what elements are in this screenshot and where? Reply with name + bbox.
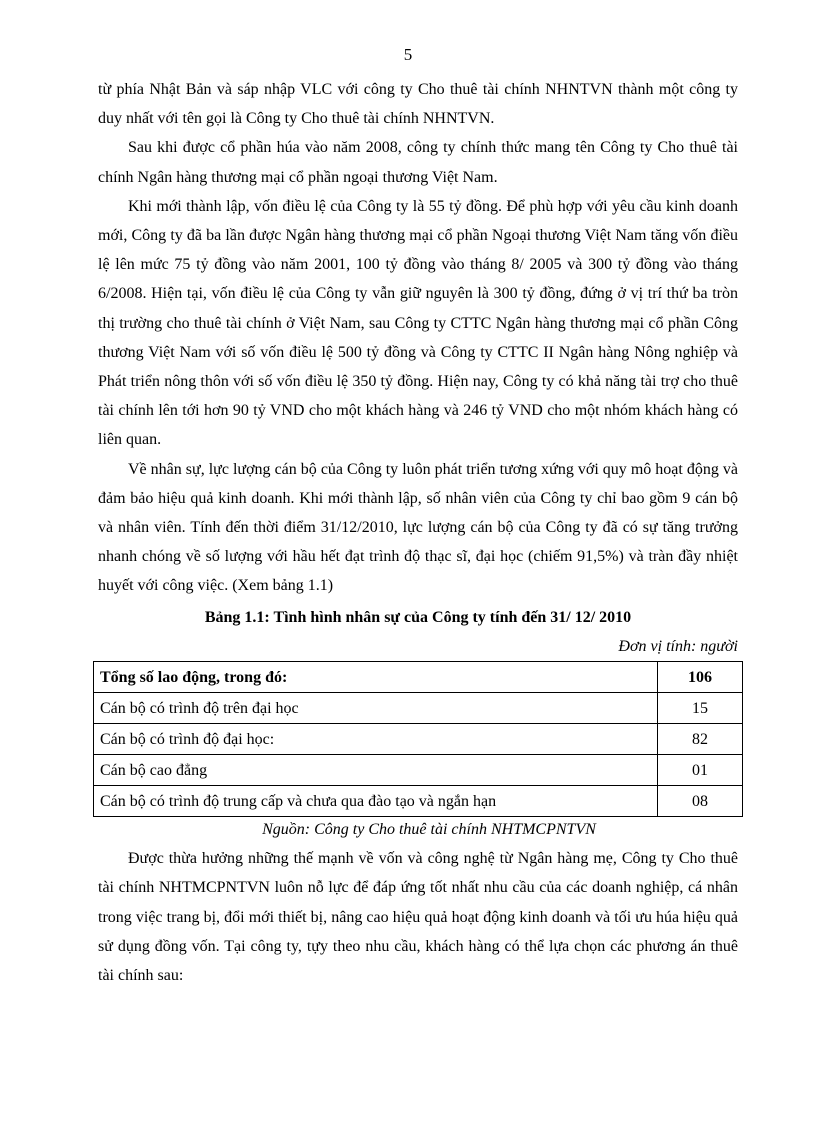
paragraph-equitization: Sau khi được cổ phần húa vào năm 2008, công ty chính thức mang tên Công ty Cho thuê tài chính Ngân hàng thương mại cổ phần ngoại thương Việt Nam. bbox=[98, 139, 738, 186]
table-header-label: Tổng số lao động, trong đó: bbox=[94, 662, 658, 693]
paragraph-services: Được thừa hưởng những thế mạnh về vốn và công nghệ từ Ngân hàng mẹ, Công ty Cho thuê tài chính NHTMCPNTVN luôn nỗ lực để đáp ứng tốt nhất nhu cầu của các doanh nghiệp, cá nhân trong việc trang bị, đổi mới thiết bị, nâng cao hiệu quả hoạt động kinh doanh và tối ưu húa hiệu quả sử dụng đồng vốn. Tại công ty, tựy theo nhu cầu, khách hàng có thể lựa chọn các phương án thuê tài chính sau: bbox=[98, 850, 738, 985]
paragraph-personnel: Về nhân sự, lực lượng cán bộ của Công ty luôn phát triển tương xứng với quy mô hoạt động và đảm bảo hiệu quả kinh doanh. Khi mới thành lập, số nhân viên của Công ty chỉ bao gồm 9 cán bộ và nhân viên. Tính đến thời điểm 31/12/2010, lực lượng cán bộ của Công ty đã có sự tăng trưởng nhanh chóng về số lượng với hầu hết đạt trình độ thạc sĩ, đại học (chiếm 91,5%) và tràn đầy nhiệt huyết với công việc. (Xem bảng 1.1) bbox=[98, 460, 738, 595]
table-row-label: Cán bộ có trình độ đại học: bbox=[94, 724, 658, 755]
table-row-label: Cán bộ cao đẳng bbox=[94, 755, 658, 786]
table-unit: Đơn vị tính: người bbox=[618, 637, 738, 655]
table-header-value: 106 bbox=[658, 662, 743, 693]
table-caption: Bảng 1.1: Tình hình nhân sự của Công ty tính đến 31/ 12/ 2010 bbox=[204, 608, 632, 626]
table-header-row bbox=[94, 662, 743, 693]
table-row-label: Cán bộ có trình độ trên đại học bbox=[94, 693, 658, 724]
table-row bbox=[94, 755, 743, 786]
table-row-value: 15 bbox=[658, 693, 743, 724]
table-source: Nguồn: Công ty Cho thuê tài chính NHTMCPNTVN bbox=[262, 821, 596, 839]
table-row-value: 08 bbox=[658, 786, 743, 817]
paragraph-continuation: từ phía Nhật Bản và sáp nhập VLC với công ty Cho thuê tài chính NHNTVN thành một công ty duy nhất với tên gọi là Công ty Cho thuê tài chính NHNTVN. bbox=[98, 81, 738, 128]
table-row-label: Cán bộ có trình độ trung cấp và chưa qua đào tạo và ngắn hạn bbox=[94, 786, 658, 817]
table-row bbox=[94, 693, 743, 724]
staff-table bbox=[93, 661, 743, 817]
table-row bbox=[94, 786, 743, 817]
table-row bbox=[94, 724, 743, 755]
table-row-value: 01 bbox=[658, 755, 743, 786]
paragraph-charter-capital: Khi mới thành lập, vốn điều lệ của Công ty là 55 tỷ đồng. Để phù hợp với yêu cầu kinh doanh mới, Công ty đã ba lần được Ngân hàng thương mại cổ phần Ngoại thương Việt Nam tăng vốn điều lệ lên mức 75 tỷ đồng vào năm 2001, 100 tỷ đồng vào tháng 8/ 2005 và 300 tỷ đồng vào tháng 6/2008. Hiện tại, vốn điều lệ của Công ty vẫn giữ nguyên là 300 tỷ đồng, đứng ở vị trí thứ ba tròn thị trường cho thuê tài chính ở Việt Nam, sau Công ty CTTC Ngân hàng thương mại cổ phần Công thương Việt Nam với số vốn điều lệ 500 tỷ đồng và Công ty CTTC II Ngân hàng Nông nghiệp và Phát triển nông thôn với số vốn điều lệ 350 tỷ đồng. Hiện nay, Công ty có khả năng tài trợ cho thuê tài chính lên tới hơn 90 tỷ VND cho một khách hàng và 246 tỷ VND cho một nhóm khách hàng có liên quan. bbox=[98, 197, 738, 449]
page-number: 5 bbox=[403, 45, 413, 64]
table-row-value: 82 bbox=[658, 724, 743, 755]
document-body bbox=[98, 75, 738, 990]
